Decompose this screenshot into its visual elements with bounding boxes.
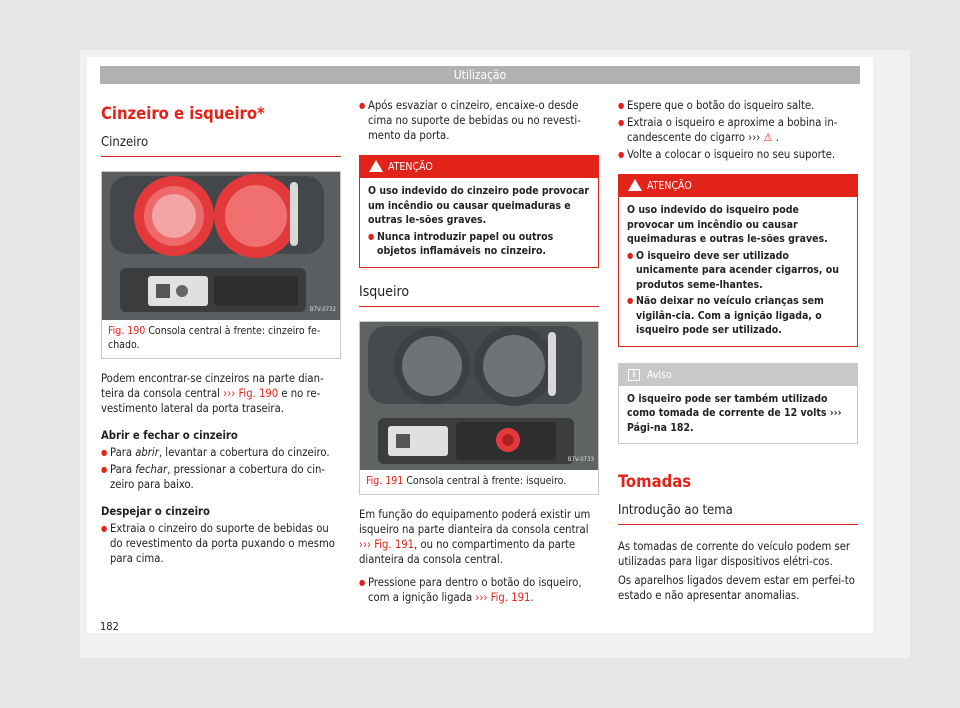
section-title: Tomadas xyxy=(618,472,692,491)
figure-191 xyxy=(359,321,599,495)
warning-icon xyxy=(369,160,383,172)
subheading: Abrir e fechar o cinzeiro xyxy=(101,429,238,442)
warning-body xyxy=(619,197,857,346)
caption-text: Consola central à frente: isqueiro. xyxy=(403,474,567,487)
text: Pressione para dentro o botão do isqueiro, com a ignição ligada xyxy=(368,575,582,604)
warning-title: ATENÇÃO xyxy=(647,180,692,192)
list-item xyxy=(618,115,858,145)
figure-caption xyxy=(360,470,598,494)
warning-body xyxy=(360,178,598,267)
text: . xyxy=(772,131,779,144)
list-item xyxy=(101,445,341,460)
text: Podem encontrar-se cinzeiros na parte dian-teira da consola central xyxy=(101,372,324,400)
text: e no re-vestimento lateral da porta traseira. xyxy=(101,387,321,415)
text: Em função do equipamento poderá existir um isqueiro na parte dianteira da consola central xyxy=(359,507,591,536)
warning-text: O uso indevido do isqueiro pode provocar um incêndio ou causar queimaduras e outras le-sões graves. xyxy=(627,204,828,245)
warning-list-item: ● Não deixar no veículo crianças sem vigilân-cia. Com a ignição ligada, o isqueiro pode ser utilizado. xyxy=(627,294,849,338)
reference-arrows[interactable]: ››› xyxy=(748,131,761,144)
figure-code: B7V-0733 xyxy=(567,455,594,463)
console-illustration xyxy=(102,172,340,320)
warning-list-item: ● O isqueiro deve ser utilizado unicamente para acender cigarros, ou produtos seme-lhantes. xyxy=(627,249,849,293)
column-1 xyxy=(101,96,341,566)
info-icon: i xyxy=(628,369,640,381)
list-item: ● Espere que o botão do isqueiro salte. xyxy=(618,98,858,113)
list-item xyxy=(101,462,341,492)
text: Para xyxy=(110,446,136,459)
page-number: 182 xyxy=(100,620,119,633)
figure-number: Fig. 190 xyxy=(108,325,146,337)
warning-header xyxy=(619,175,857,197)
text: O isqueiro pode ser também utilizado como tomada de corrente de 12 volts xyxy=(627,392,830,419)
figure-link[interactable]: ››› Fig. 191 xyxy=(475,590,531,604)
text: , levantar a cobertura do cinzeiro. xyxy=(158,446,330,459)
warning-text: O uso indevido do cinzeiro pode provocar um incêndio ou causar queimaduras e outras le-sões graves. xyxy=(368,185,590,226)
text: . xyxy=(530,590,534,604)
page-link[interactable]: ››› Pági-na 182 xyxy=(627,407,842,434)
list-item xyxy=(359,575,599,605)
running-header: Utilização xyxy=(100,66,860,84)
warning-icon xyxy=(628,179,642,191)
figure-link[interactable]: ››› Fig. 191 xyxy=(359,537,415,551)
paragraph xyxy=(359,507,599,567)
list-item: ● Extraia o cinzeiro do suporte de bebidas ou do revestimento da porta puxando o mesmo para cima. xyxy=(101,521,341,566)
ashtray-photo xyxy=(102,172,340,320)
subheading: Despejar o cinzeiro xyxy=(101,505,210,518)
figure-190 xyxy=(101,171,341,359)
figure-caption xyxy=(102,320,340,358)
text: Para xyxy=(110,463,136,476)
emphasis: abrir xyxy=(135,446,159,459)
text: , ou no compartimento da parte dianteira da consola central. xyxy=(359,537,576,566)
text: . xyxy=(690,421,694,434)
column-3 xyxy=(618,96,858,603)
note-box xyxy=(618,363,858,445)
caption-text: Consola central à frente: cinzeiro fe-chado. xyxy=(108,325,321,351)
note-title: Aviso xyxy=(647,368,672,381)
warning-icon: ⚠ xyxy=(763,131,773,144)
lighter-photo xyxy=(360,322,598,470)
console-illustration xyxy=(360,322,598,470)
warning-title: ATENÇÃO xyxy=(388,161,433,173)
list-item: ● Volte a colocar o isqueiro no seu suporte. xyxy=(618,147,858,162)
subsection-title: Cinzeiro xyxy=(101,134,341,157)
paragraph xyxy=(101,371,341,416)
section-title: Cinzeiro e isqueiro* xyxy=(101,104,265,123)
figure-link[interactable]: ››› Fig. 190 xyxy=(223,387,279,400)
figure-code: B7V-0732 xyxy=(309,306,336,313)
subsection-title: Introdução ao tema xyxy=(618,502,858,525)
paragraph: As tomadas de corrente do veículo podem ser utilizadas para ligar dispositivos elétri-cos. xyxy=(618,540,851,568)
warning-box xyxy=(359,155,599,268)
note-header xyxy=(619,364,857,386)
text: , pressionar a cobertura do cin-zeiro para baixo. xyxy=(110,463,326,491)
text: Extraia o isqueiro e aproxime a bobina in-candescente do cigarro xyxy=(627,116,838,144)
column-2 xyxy=(359,96,599,605)
list-item: ● Após esvaziar o cinzeiro, encaixe-o desde cima no suporte de bebidas ou no revesti-mento da porta. xyxy=(359,98,599,143)
warning-list-item: ● Nunca introduzir papel ou outros objetos inflamáveis no cinzeiro. xyxy=(368,230,590,259)
warning-box xyxy=(618,174,858,347)
emphasis: fechar xyxy=(135,463,168,476)
warning-header xyxy=(360,156,598,178)
figure-number: Fig. 191 xyxy=(366,474,404,487)
subsection-title: Isqueiro xyxy=(359,284,599,307)
paragraph: Os aparelhos ligados devem estar em perfei-to estado e não apresentar anomalias. xyxy=(618,574,855,602)
note-body xyxy=(619,386,857,444)
